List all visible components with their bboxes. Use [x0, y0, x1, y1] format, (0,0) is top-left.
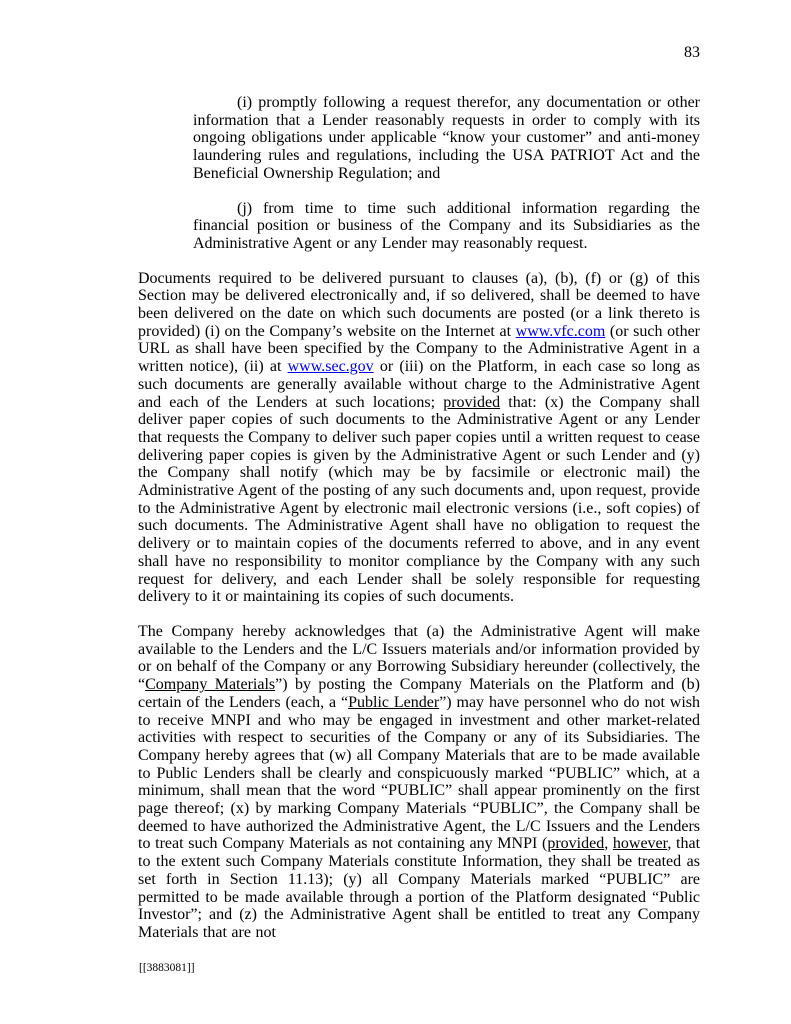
text-run: (or such other URL as shall have been specified by the Company to the Administrative Agent in a written notice), (ii) at: [138, 322, 701, 376]
defined-term: Public Lender: [348, 693, 440, 711]
text-run: ,: [604, 835, 613, 853]
hyperlink[interactable]: www.vfc.com: [515, 322, 606, 340]
paragraph: [138, 270, 700, 606]
footer-stamp: [[3883081]]: [139, 962, 195, 974]
text-run: that: (x) the Company shall deliver paper copies of such documents to the Administrative Agent or any Lender that requests the Company to deliver such paper copies until a written request to cease delivering paper copies is given by the Administrative Agent or such Lender and (y) the Company shall notify (which may be by facsimile or electronic mail) the Administrative Agent of the posting of any such documents and, upon request, provide to the Administrative Agent by electronic mail electronic versions (i.e., soft copies) of such documents. The Administrative Agent shall have no obligation to request the delivery or to maintain copies of the documents referred to above, and in any event shall have no responsibility to monitor compliance by the Company with any such request for delivery, and each Lender shall be solely responsible for requesting delivery to it or maintaining its copies of such documents.: [138, 393, 700, 606]
hyperlink[interactable]: www.sec.gov: [287, 358, 374, 376]
text-run: The Company hereby acknowledges that (a) the Administrative Agent will make available to the Lenders and the L/C Issuers materials and/or information provided by or on behalf of the Company or any Borrowing Subsidiary hereunder (collectively, the “: [138, 622, 700, 694]
text-run: ”) by posting the Company Materials on the Platform and (b) certain of the Lenders (each, a “: [138, 676, 701, 711]
defined-term: provided: [443, 393, 501, 411]
document-body: [138, 94, 700, 959]
text-run: , that to the extent such Company Materials constitute Information, they shall be treated as set forth in Section 11.13); (y) all Company Materials marked “PUBLIC” are permitted to be made available through a portion of the Platform designated “Public Investor”; and (z) the Administrative Agent shall be entitled to treat any Company Materials that are not: [138, 835, 701, 941]
text-run: ”) may have personnel who do not wish to receive MNPI and who may be engaged in investment and other market-related activities with respect to securities of the Company or any of its Subsidiaries. The Company hereby agrees that (w) all Company Materials that are to be made available to Public Lenders shall be clearly and conspicuously marked “PUBLIC” which, at a minimum, shall mean that the word “PUBLIC” shall appear prominently on the first page thereof; (x) by marking Company Materials “PUBLIC”, the Company shall be deemed to have authorized the Administrative Agent, the L/C Issuers and the Lenders to treat such Company Materials as not containing any MNPI (: [138, 693, 701, 853]
paragraph: [193, 94, 700, 183]
text-run: (j) from time to time such additional information regarding the financial position or business of the Company and its Subsidiaries as the Administrative Agent or any Lender may reasonably request.: [193, 199, 700, 252]
defined-term: provided: [547, 835, 605, 853]
defined-term: however: [612, 835, 668, 853]
text-run: or (iii) on the Platform, in each case so long as such documents are generally available without charge to the Administrative Agent and each of the Lenders at such locations;: [138, 358, 700, 411]
paragraph: [138, 623, 700, 942]
paragraph: [193, 200, 700, 253]
page-number: 83: [684, 44, 700, 61]
text-run: (i) promptly following a request therefor, any documentation or other information that a Lender reasonably requests in order to comply with its ongoing obligations under applicable “know your customer” and anti-money laundering rules and regulations, including the USA PATRIOT Act and the Beneficial Ownership Regulation; and: [193, 94, 700, 182]
defined-term: Company Materials: [145, 676, 276, 694]
text-run: Documents required to be delivered pursuant to clauses (a), (b), (f) or (g) of this Section may be delivered electronically and, if so delivered, shall be deemed to have been delivered on the date on which such documents are posted (or a link thereto is provided) (i) on the Company’s website on the Internet at: [138, 269, 700, 340]
